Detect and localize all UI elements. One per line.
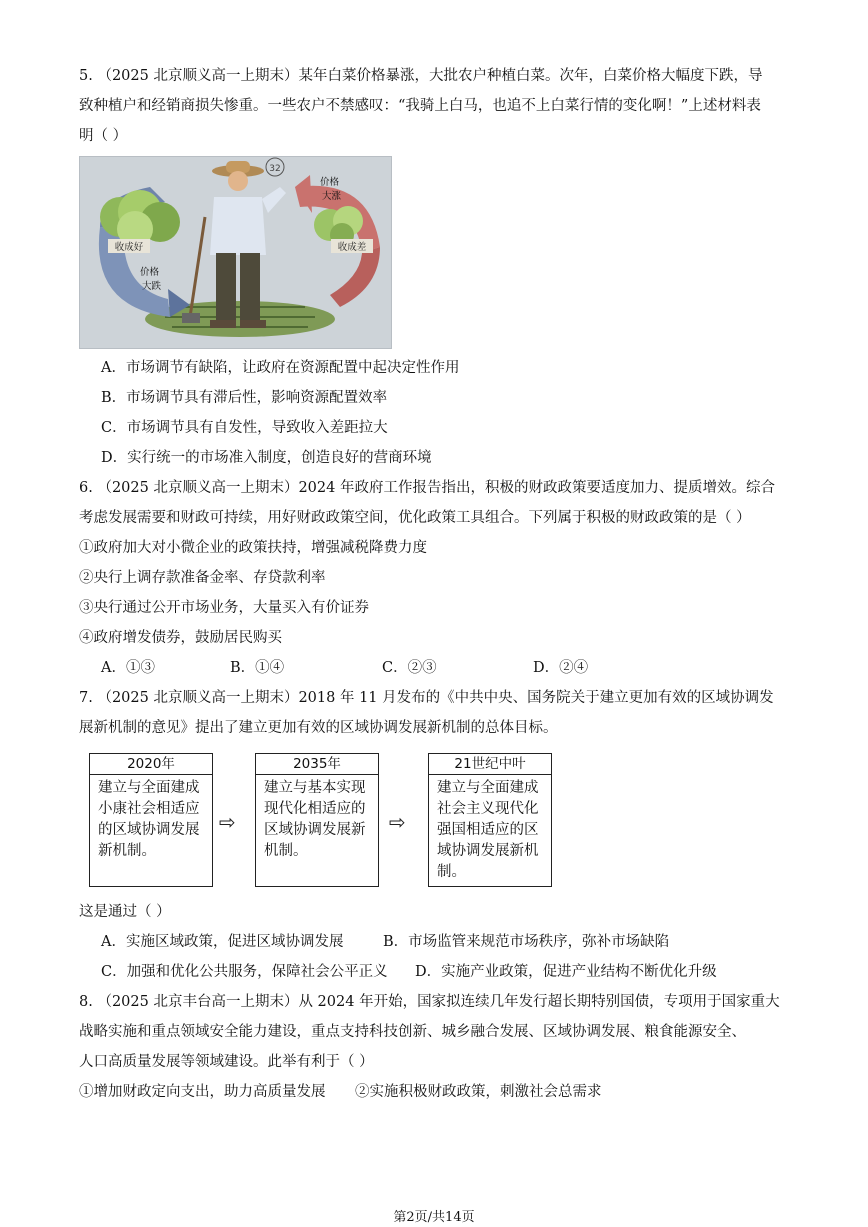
q6-option-b: B．①④ bbox=[230, 660, 285, 676]
q8-item-2: ②实施积极财政政策，刺激社会总需求 bbox=[355, 1084, 602, 1100]
q6-item-4: ④政府增发债券，鼓励居民购买 bbox=[79, 630, 282, 646]
cabbage-price-illustration bbox=[79, 156, 392, 349]
flow-box-2035-year: 2035年 bbox=[256, 754, 378, 775]
label-bad-harvest: 收成差 bbox=[337, 242, 367, 253]
flow-box-mid-century-year: 21世纪中叶 bbox=[429, 754, 551, 775]
label-price-drop-2: 大跌 bbox=[142, 281, 162, 292]
q6-stem-line1: 6. （2025 北京顺义高一上期末）2024 年政府工作报告指出，积极的财政政策要适度加力、提质增效。综合 bbox=[79, 480, 775, 496]
q6-stem-line2: 考虑发展需要和财政可持续，用好财政政策空间，优化政策工具组合。下列属于积极的财政政策的是（ ） bbox=[79, 510, 751, 526]
flow-box-2035 bbox=[255, 753, 379, 887]
q5-option-b: B．市场调节具有滞后性，影响资源配置效率 bbox=[101, 390, 388, 406]
q8-stem-line1: 8. （2025 北京丰台高一上期末）从 2024 年开始，国家拟连续几年发行超长期特别国债，专项用于国家重大 bbox=[79, 994, 780, 1010]
q6-option-c: C．②③ bbox=[382, 660, 437, 676]
q8-stem-line3: 人口高质量发展等领域建设。此举有利于（ ） bbox=[79, 1054, 374, 1070]
flow-arrow-1: ⇨ bbox=[219, 810, 236, 834]
flow-arrow-2: ⇨ bbox=[389, 810, 406, 834]
label-price-rise-2: 大涨 bbox=[322, 191, 342, 202]
label-good-harvest: 收成好 bbox=[114, 242, 144, 253]
q7-option-a: A．实施区域政策，促进区域协调发展 bbox=[101, 934, 344, 950]
q6-item-2: ②央行上调存款准备金率、存贷款利率 bbox=[79, 570, 326, 586]
q8-item-1: ①增加财政定向支出，助力高质量发展 bbox=[79, 1084, 326, 1100]
q7-stem-line2: 展新机制的意见》提出了建立更加有效的区域协调发展新机制的总体目标。 bbox=[79, 720, 558, 736]
flow-box-mid-century-text: 建立与全面建成 社会主义现代化 强国相适应的区 域协调发展新机 制。 bbox=[437, 780, 539, 880]
flow-box-2020-year: 2020年 bbox=[90, 754, 212, 775]
flow-box-2020-text: 建立与全面建成 小康社会相适应 的区域协调发展 新机制。 bbox=[98, 780, 200, 859]
q8-stem-line2: 战略实施和重点领域安全能力建设，重点支持科技创新、城乡融合发展、区域协调发展、粮食能源安全、 bbox=[79, 1024, 746, 1040]
flow-box-2020 bbox=[89, 753, 213, 887]
q6-item-3: ③央行通过公开市场业务，大量买入有价证券 bbox=[79, 600, 369, 616]
q7-stem-line1: 7. （2025 北京顺义高一上期末）2018 年 11 月发布的《中共中央、国务院关于建立更加有效的区域协调发 bbox=[79, 690, 774, 706]
q7-option-d: D．实施产业政策，促进产业结构不断优化升级 bbox=[415, 964, 717, 980]
label-price-drop-1: 价格 bbox=[140, 267, 160, 278]
q6-option-a: A．①③ bbox=[101, 660, 155, 676]
q7-question: 这是通过（ ） bbox=[79, 904, 171, 920]
flow-box-2035-text: 建立与基本实现 现代化相适应的 区域协调发展新 机制。 bbox=[264, 780, 366, 859]
q6-option-d: D．②④ bbox=[533, 660, 589, 676]
page-footer: 第2页/共14页 bbox=[393, 1210, 475, 1225]
label-price-rise-1: 价格 bbox=[320, 177, 340, 188]
q5-option-a: A．市场调节有缺陷，让政府在资源配置中起决定性作用 bbox=[101, 360, 460, 376]
q7-option-c: C．加强和优化公共服务，保障社会公平正义 bbox=[101, 964, 388, 980]
flow-box-mid-century bbox=[428, 753, 552, 887]
q5-stem-line3: 明（ ） bbox=[79, 128, 128, 144]
q7-option-b: B．市场监管来规范市场秩序，弥补市场缺陷 bbox=[383, 934, 670, 950]
q5-option-c: C．市场调节具有自发性，导致收入差距拉大 bbox=[101, 420, 388, 436]
q5-option-d: D．实行统一的市场准入制度，创造良好的营商环境 bbox=[101, 450, 432, 466]
badge-label: 32 bbox=[269, 164, 281, 174]
q5-stem-line1: 5. （2025 北京顺义高一上期末）某年白菜价格暴涨，大批农户种植白菜。次年，白菜价格大幅度下跌，导 bbox=[79, 68, 763, 84]
q5-stem-line2: 致种植户和经销商损失惨重。一些农户不禁感叹：“我骑上白马，也追不上白菜行情的变化啊！”上述材料表 bbox=[79, 98, 761, 114]
q6-item-1: ①政府加大对小微企业的政策扶持，增强减税降费力度 bbox=[79, 540, 427, 556]
